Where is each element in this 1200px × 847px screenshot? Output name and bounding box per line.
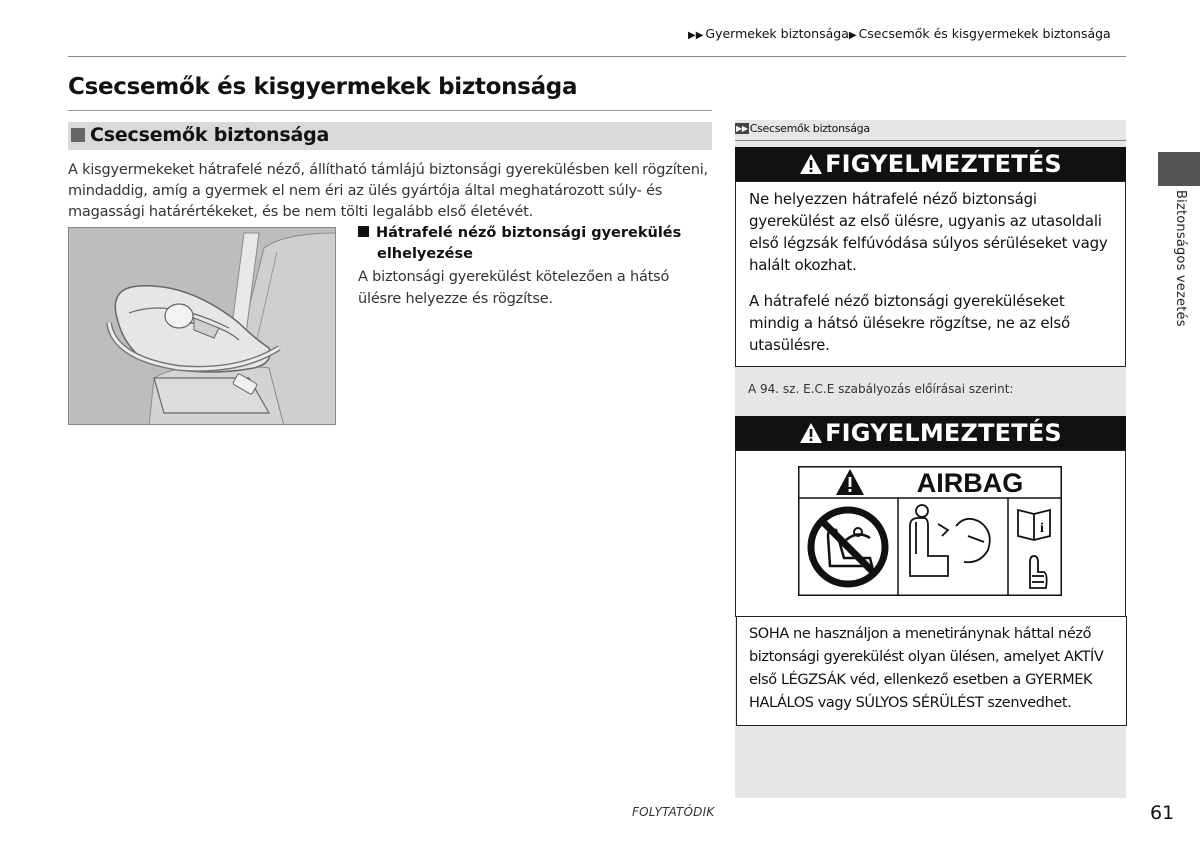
ece-regulation-note: A 94. sz. E.C.E szabályozás előírásai szerint: bbox=[748, 382, 1014, 396]
section-heading-bar bbox=[68, 122, 712, 150]
warning-1-paragraph-1: Ne helyezzen hátrafelé néző biztonsági gyerekülést az első ülésre, ugyanis az utasoldali első légzsák felfúvódása súlyos sérüléseket vagy halált okozhat. bbox=[749, 190, 1108, 274]
header-divider bbox=[68, 56, 1126, 57]
page-title: Csecsemők és kisgyermekek biztonsága bbox=[68, 74, 578, 100]
breadcrumb bbox=[688, 26, 1111, 41]
rear-facing-child-seat-illustration bbox=[68, 227, 336, 425]
side-note-header bbox=[735, 120, 1126, 141]
warning-header-1 bbox=[735, 147, 1126, 181]
warning-title-1: FIGYELMEZTETÉS bbox=[825, 150, 1062, 178]
warning-title-2: FIGYELMEZTETÉS bbox=[825, 419, 1062, 447]
subsection-title-line-2: elhelyezése bbox=[377, 246, 473, 262]
warning-triangle-icon bbox=[799, 422, 823, 444]
note-marker-icon: ▶▶ bbox=[736, 124, 748, 133]
warning-box-2 bbox=[736, 616, 1127, 726]
subsection-title-line-1: Hátrafelé néző biztonsági gyerekülés bbox=[376, 225, 682, 241]
title-divider bbox=[68, 110, 712, 111]
section-title: Csecsemők biztonsága bbox=[90, 124, 330, 146]
airbag-warning-label bbox=[798, 466, 1062, 596]
warning-box-1 bbox=[735, 181, 1126, 367]
subsection-square-icon bbox=[358, 226, 369, 237]
warning-1-paragraph-2: A hátrafelé néző biztonsági gyereküléseket mindig a hátsó ülésekre rögzítse, ne az első utasülésre. bbox=[749, 292, 1070, 354]
section-square-icon bbox=[71, 128, 85, 142]
page-number: 61 bbox=[1150, 802, 1175, 824]
breadcrumb-arrows-icon: ▶▶ bbox=[688, 30, 704, 41]
warning-header-2 bbox=[735, 416, 1126, 450]
intro-paragraph: A kisgyermekeket hátrafelé néző, állítható támlájú biztonsági gyerekülésben kell rögzíteni, mindaddig, amíg a gyermek el nem éri az ülés gyártója által meghatározott súly- és magassági határértékeket, és be nem tölti legalább első életévét. bbox=[68, 162, 708, 220]
no-rear-facing-seat-icon bbox=[811, 510, 885, 584]
svg-text:i: i bbox=[1040, 521, 1044, 536]
warning-triangle-icon bbox=[799, 153, 823, 175]
subsection-heading bbox=[358, 223, 698, 265]
chapter-tab-marker[interactable] bbox=[1158, 152, 1200, 186]
warning-2-text: SOHA ne használjon a menetiránynak háttal néző biztonsági gyerekülést olyan ülésen, amelyet AKTÍV első LÉGZSÁK véd, ellenkező esetben a GYERMEK HALÁLOS vagy SÚLYOS SÉRÜLÉST szenvedhet. bbox=[749, 626, 1104, 711]
subsection-body: A biztonsági gyerekülést kötelezően a hátsó ülésre helyezze és rögzítse. bbox=[358, 269, 670, 307]
breadcrumb-level-1[interactable]: Gyermekek biztonsága bbox=[705, 26, 849, 41]
child-seat-drawing bbox=[69, 228, 336, 425]
side-note-title: Csecsemők biztonsága bbox=[749, 122, 870, 135]
airbag-label-text: AIRBAG bbox=[916, 468, 1024, 498]
breadcrumb-separator-icon: ▶ bbox=[848, 30, 857, 41]
continues-indicator: FOLYTATÓDIK bbox=[632, 805, 715, 819]
chapter-tab-label: Biztonságos vezetés bbox=[1173, 190, 1188, 327]
breadcrumb-level-2[interactable]: Csecsemők és kisgyermekek biztonsága bbox=[858, 26, 1111, 41]
